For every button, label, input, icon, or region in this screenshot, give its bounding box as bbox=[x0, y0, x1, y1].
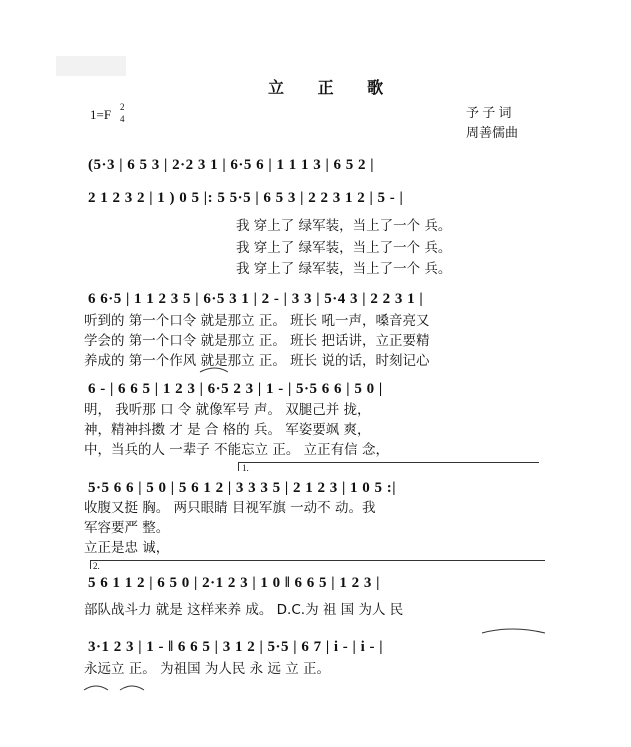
lyric-line-4-verse-3: 中，当兵的人 一辈子 不能忘立 正。 立正有信 念， bbox=[84, 442, 389, 458]
lyric-line-2-verse-2: 我 穿上了 绿军装，当上了一个 兵。 bbox=[236, 240, 452, 256]
volta-second-label: 2. bbox=[93, 561, 100, 571]
music-line-5: 5·5 6 6 | 5 0 | 5 6 1 2 | 3 3 3 5 | 2 1 2 3 | 1 0 5 :| bbox=[88, 480, 397, 496]
music-line-4: 6 - | 6 6 5 | 1 2 3 | 6·5 2 3 | 1 - | 5·5 6 6 | 5 0 | bbox=[88, 381, 383, 397]
song-title: 立 正 歌 bbox=[268, 78, 398, 97]
time-signature-bottom: 4 bbox=[120, 114, 125, 124]
composer: 周善儒曲 bbox=[466, 125, 519, 140]
lyric-line-5-verse-3: 立正是忠 诚， bbox=[84, 540, 170, 556]
music-line-3: 6 6·5 | 1 1 2 3 5 | 6·5 3 1 | 2 - | 3 3 | 5·4 3 | 2 2 3 1 | bbox=[88, 291, 424, 307]
lyric-line-2-verse-3: 我 穿上了 绿军装，当上了一个 兵。 bbox=[236, 261, 452, 277]
lyric-line-4-verse-1: 明， 我听那 口 令 就像军号 声。 双腿己并 拢， bbox=[84, 402, 371, 418]
lyric-line-7: 永远立 正。 为祖国 为人民 永 远 立 正。 bbox=[84, 661, 331, 677]
music-line-2: 2 1 2 3 2 | 1 ) 0 5 |: 5 5·5 | 6 5 3 | 2 2 3 1 2 | 5 - | bbox=[88, 190, 404, 206]
lyricist: 予 子 词 bbox=[466, 105, 512, 120]
lyric-line-3-verse-1: 听到的 第一个口令 就是那立 正。 班长 吼一声，嗓音亮又 bbox=[84, 313, 430, 329]
music-line-6: 5 6 1 1 2 | 6 5 0 | 2·1 2 3 | 1 0 ‖ 6 6 5 | 1 2 3 | bbox=[88, 575, 380, 591]
lyric-line-5-verse-2: 军容要严 整。 bbox=[84, 520, 170, 536]
key-signature: 1=F bbox=[90, 107, 112, 122]
lyric-line-2-verse-1: 我 穿上了 绿军装，当上了一个 兵。 bbox=[236, 218, 452, 234]
time-signature-top: 2 bbox=[120, 102, 125, 112]
music-line-1: (5·3 | 6 5 3 | 2·2 3 1 | 6·5 6 | 1 1 1 3 | 6 5 2 | bbox=[88, 157, 375, 173]
lyric-line-6: 部队战斗力 就是 这样来养 成。 D.C.为 祖 国 为人 民 bbox=[84, 602, 404, 618]
lyric-line-3-verse-2: 学会的 第一个口令 就是那立 正。 班长 把话讲，立正要精 bbox=[84, 333, 430, 349]
music-line-7: 3·1 2 3 | 1 - ‖ 6 6 5 | 3 1 2 | 5·5 | 6 7 | i - | i - | bbox=[88, 639, 384, 655]
lyric-line-3-verse-3: 养成的 第一个作风 就是那立 正。 班长 说的话，时刻记心 bbox=[84, 353, 430, 369]
volta-first-label: 1. bbox=[242, 463, 249, 473]
lyric-line-5-verse-1: 收腹又挺 胸。 两只眼睛 目视军旗 一动不 动。我 bbox=[84, 500, 376, 516]
lyric-line-4-verse-2: 神，精神抖擞 才 是 合 格的 兵。 军姿要飒 爽， bbox=[84, 422, 371, 438]
